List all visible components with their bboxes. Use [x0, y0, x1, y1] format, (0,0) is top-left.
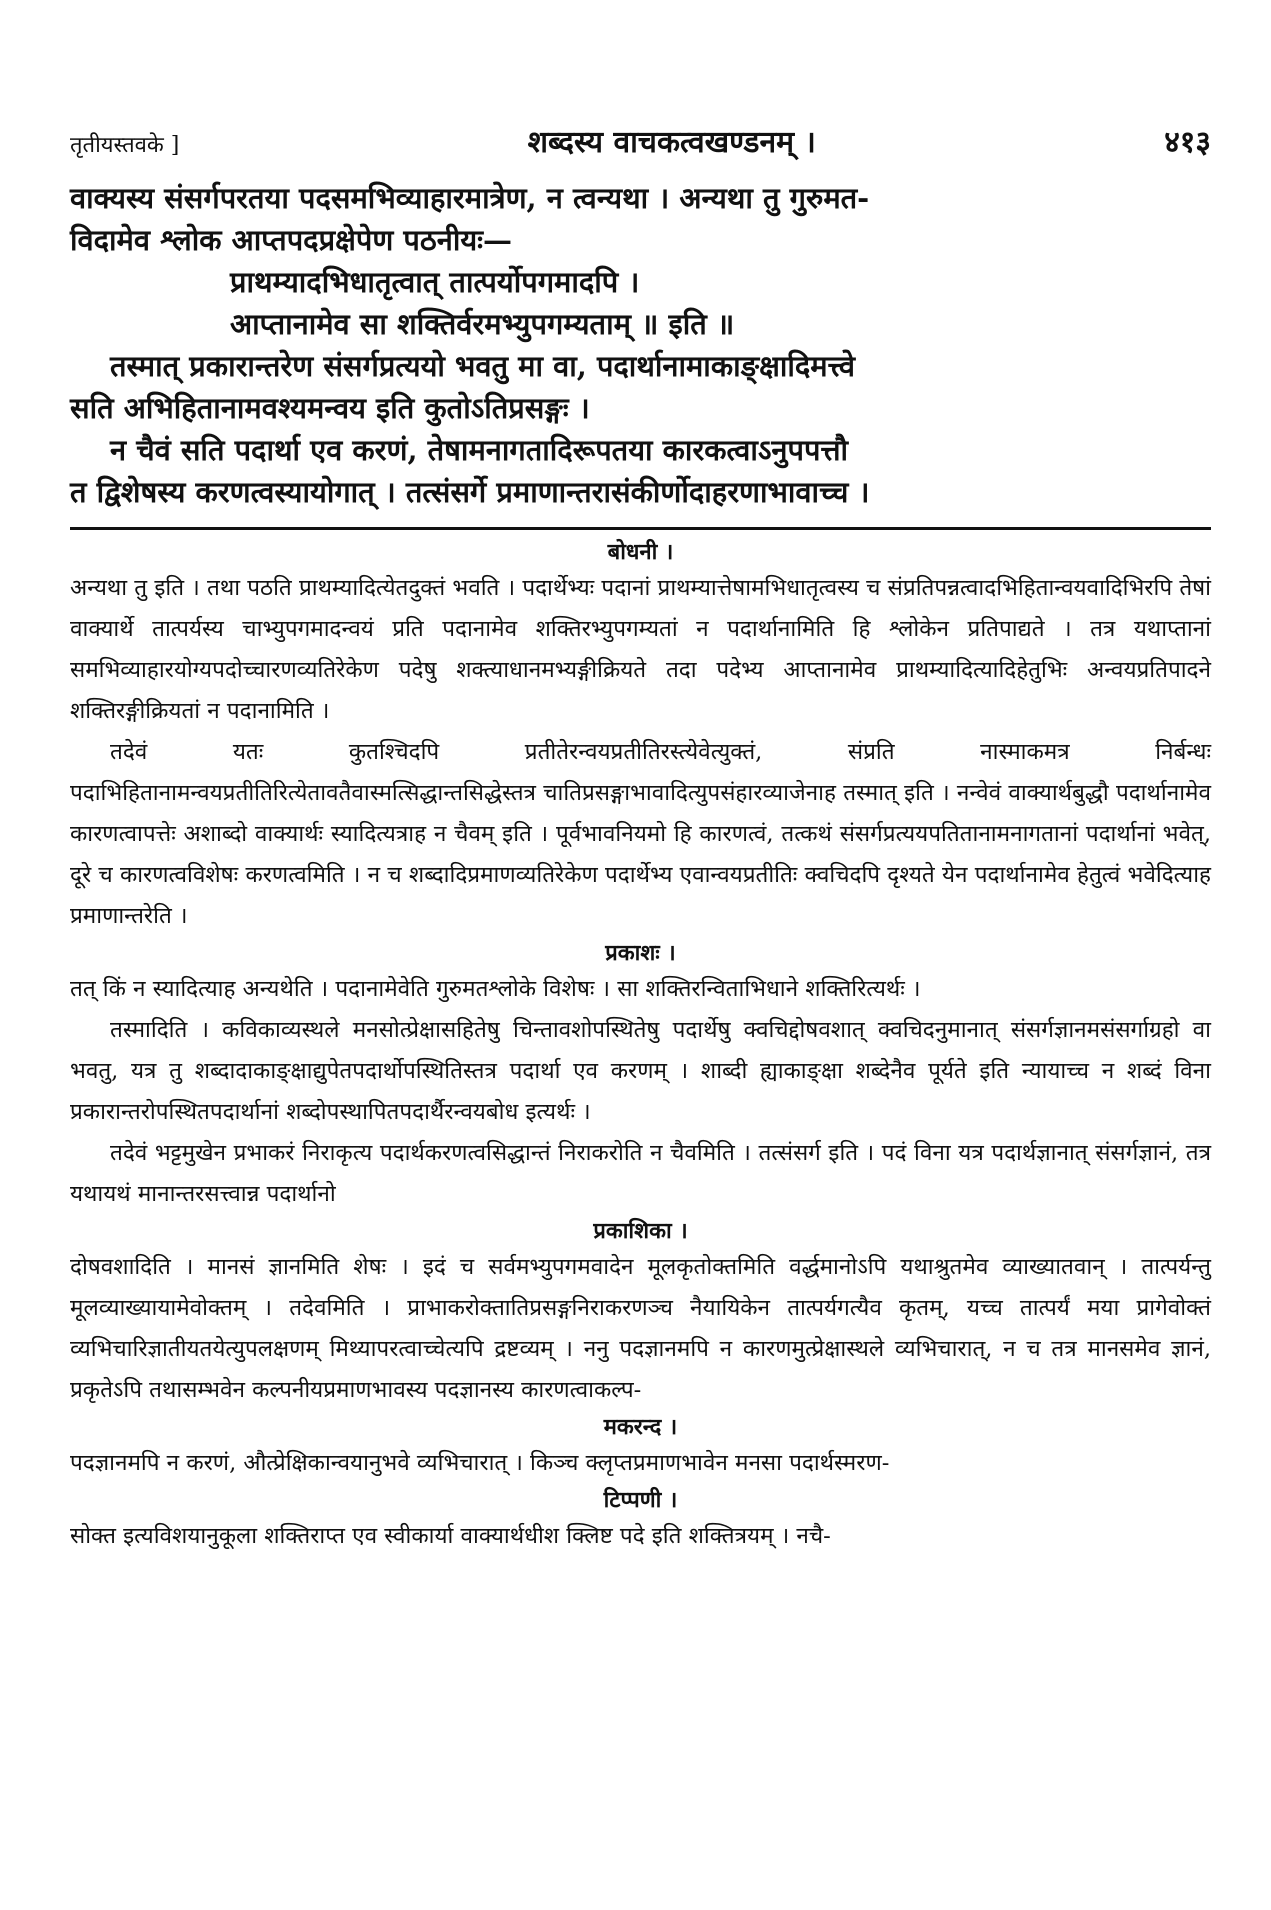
main-line: तस्मात् प्रकारान्तरेण संसर्गप्रत्ययो भवतु मा वा, पदार्थानामाकाङ्क्षादिमत्त्वे	[110, 349, 855, 383]
separator-rule	[70, 527, 1211, 530]
commentary-prakashika	[70, 1215, 1211, 1411]
commentary-tippani	[70, 1484, 1211, 1557]
commentary-paragraph: दोषवशादिति । मानसं ज्ञानमिति शेषः । इदं च सर्वमभ्युपगमवादेन मूलकृतोक्तमिति वर्द्धमानोऽपि यथाश्रुतमेव व्याख्यातवान् । तात्पर्यन्तु मूलव्याख्यायामेवोक्तम् । तदेवमिति । प्राभाकरोक्तातिप्रसङ्गनिराकरणञ्च नैयायिकेन तात्पर्यगत्यैव कृतम्, यच्च तात्पर्यं मया प्रागेवोक्तं व्यभिचारिज्ञातीयतयेत्युपलक्षणम् मिथ्यापरत्वाच्चेत्यपि द्रष्टव्यम् । ननु पदज्ञानमपि न कारणमुत्प्रेक्षास्थले व्यभिचारात्, न च तत्र मानसमेव ज्ञानं, प्रकृतेऽपि तथासम्भवेन कल्पनीयप्रमाणभावस्य पदज्ञानस्य कारणत्वाकल्प-	[70, 1254, 1211, 1403]
commentary-prakasha	[70, 937, 1211, 1215]
commentary-paragraph: तस्मादिति । कविकाव्यस्थले मनसोत्प्रेक्षासहितेषु चिन्तावशोपस्थितेषु पदार्थेषु क्वचिद्दोषवशात् क्वचिदनुमानात् संसर्गज्ञानमसंसर्गाग्रहो वा भवतु, यत्र तु शब्दादाकाङ्क्षाद्युपेतपदार्थोपस्थितिस्तत्र पदार्था एव करणम् । शाब्दी ह्याकाङ्क्षा शब्देनैव पूर्यते इति न्यायाच्च न शब्दं विना प्रकारान्तरोपस्थितपदार्थानां शब्दोपस्थापितपदार्थैरन्वयबोध इत्यर्थः ।	[70, 1017, 1211, 1125]
verse-line: प्राथम्यादभिधातृत्वात् तात्पर्योपगमादपि ।	[230, 265, 640, 299]
main-line: त द्विशेषस्य करणत्वस्यायोगात् । तत्संसर्गे प्रमाणान्तरासंकीर्णोदाहरणाभावाच्च ।	[70, 475, 870, 509]
main-line: न चैवं सति पदार्था एव करणं, तेषामनागतादिरूपतया कारकत्वाऽनुपपत्तौ	[110, 433, 848, 467]
commentary-title: टिप्पणी ।	[603, 1487, 678, 1513]
commentary-title: प्रकाशः ।	[605, 940, 676, 966]
main-line: सति अभिहितानामवश्यमन्वय इति कुतोऽतिप्रसङ्गः ।	[70, 391, 590, 425]
commentary-paragraph: अन्यथा तु इति । तथा पठति प्राथम्यादित्येतदुक्तं भवति । पदार्थेभ्यः पदानां प्राथम्यात्तेषामभिधातृत्वस्य च संप्रतिपन्नत्वादभिहितान्वयवादिभिरपि तेषां वाक्यार्थे तात्पर्यस्य चाभ्युपगमादन्वयं प्रति पदानामेव शक्तिरभ्युपगम्यतां न पदार्थानामिति हि श्लोकेन प्रतिपाद्यते । तत्र यथाप्तानां समभिव्याहारयोग्यपदोच्चारणव्यतिरेकेण पदेषु शक्त्याधानमभ्यङ्गीक्रियते तदा पदेभ्य आप्तानामेव प्राथम्यादित्यादिहेतुभिः अन्वयप्रतिपादने शक्तिरङ्गीक्रियतां न पदानामिति ।	[70, 575, 1211, 724]
verse-line: आप्तानामेव सा शक्तिर्वरमभ्युपगम्यताम् ॥ इति ॥	[230, 307, 735, 341]
commentary-title: बोधनी ।	[607, 539, 674, 565]
section-title: शब्दस्य वाचकत्वखण्डनम् ।	[527, 125, 816, 160]
page-number: ४१३	[1164, 125, 1211, 160]
commentary-paragraph: सोक्त इत्यविशयानुकूला शक्तिराप्त एव स्वीकार्या वाक्यार्थधीश क्लिष्ट पदे इति शक्तित्रयम् । नचै-	[70, 1523, 831, 1549]
commentary-paragraph: तदेवं यतः कुतश्चिदपि प्रतीतेरन्वयप्रतीतिरस्त्येवेत्युक्तं, संप्रति नास्माकमत्र निर्बन्धः पदाभिहितानामन्वयप्रतीतिरित्येतावतैवास्मत्सिद्धान्तसिद्धेस्तत्र चातिप्रसङ्गाभावादित्युपसंहारव्याजेनाह तस्मात् इति । नन्वेवं वाक्यार्थबुद्धौ पदार्थानामेव कारणत्वापत्तेः अशाब्दो वाक्यार्थः स्यादित्यत्राह न चैवम् इति । पूर्वभावनियमो हि कारणत्वं, तत्कथं संसर्गप्रत्ययपतितानामनागतानां पदार्थानां भवेत्, दूरे च कारणत्वविशेषः करणत्वमिति । न च शब्दादिप्रमाणव्यतिरेकेण पदार्थेभ्य एवान्वयप्रतीतिः क्वचिदपि दृश्यते येन पदार्थानामेव हेतुत्वं भवेदित्याह प्रमाणान्तरेति ।	[70, 739, 1211, 929]
main-line: वाक्यस्य संसर्गपरतया पदसमभिव्याहारमात्रेण, न त्वन्यथा । अन्यथा तु गुरुमत-	[70, 181, 870, 215]
commentary-title: मकरन्द ।	[603, 1414, 678, 1440]
commentary-paragraph: तदेवं भट्टमुखेन प्रभाकरं निराकृत्य पदार्थकरणत्वसिद्धान्तं निराकरोति न चैवमिति । तत्संसर्ग इति । पदं विना यत्र पदार्थज्ञानात् संसर्गज्ञानं, तत्र यथायथं मानान्तरसत्त्वान्न पदार्थानो	[70, 1140, 1211, 1207]
commentary-paragraph: पदज्ञानमपि न करणं, औत्प्रेक्षिकान्वयानुभवे व्यभिचारात् । किञ्च क्लृप्तप्रमाणभावेन मनसा पदार्थस्मरण-	[70, 1450, 890, 1476]
running-header	[70, 120, 1211, 161]
commentary-paragraph: तत् किं न स्यादित्याह अन्यथेति । पदानामेवेति गुरुमतश्लोके विशेषः । सा शक्तिरन्विताभिधाने शक्तिरित्यर्थः ।	[70, 976, 921, 1002]
main-line: विदामेव श्लोक आप्तपदप्रक्षेपेण पठनीयः—	[70, 223, 513, 257]
commentary-makaranda	[70, 1411, 1211, 1484]
chapter-label: तृतीयस्तवके ]	[70, 133, 180, 158]
commentary-bodhani	[70, 536, 1211, 937]
main-text	[70, 177, 1211, 513]
commentary-title: प्रकाशिका ।	[593, 1218, 688, 1244]
